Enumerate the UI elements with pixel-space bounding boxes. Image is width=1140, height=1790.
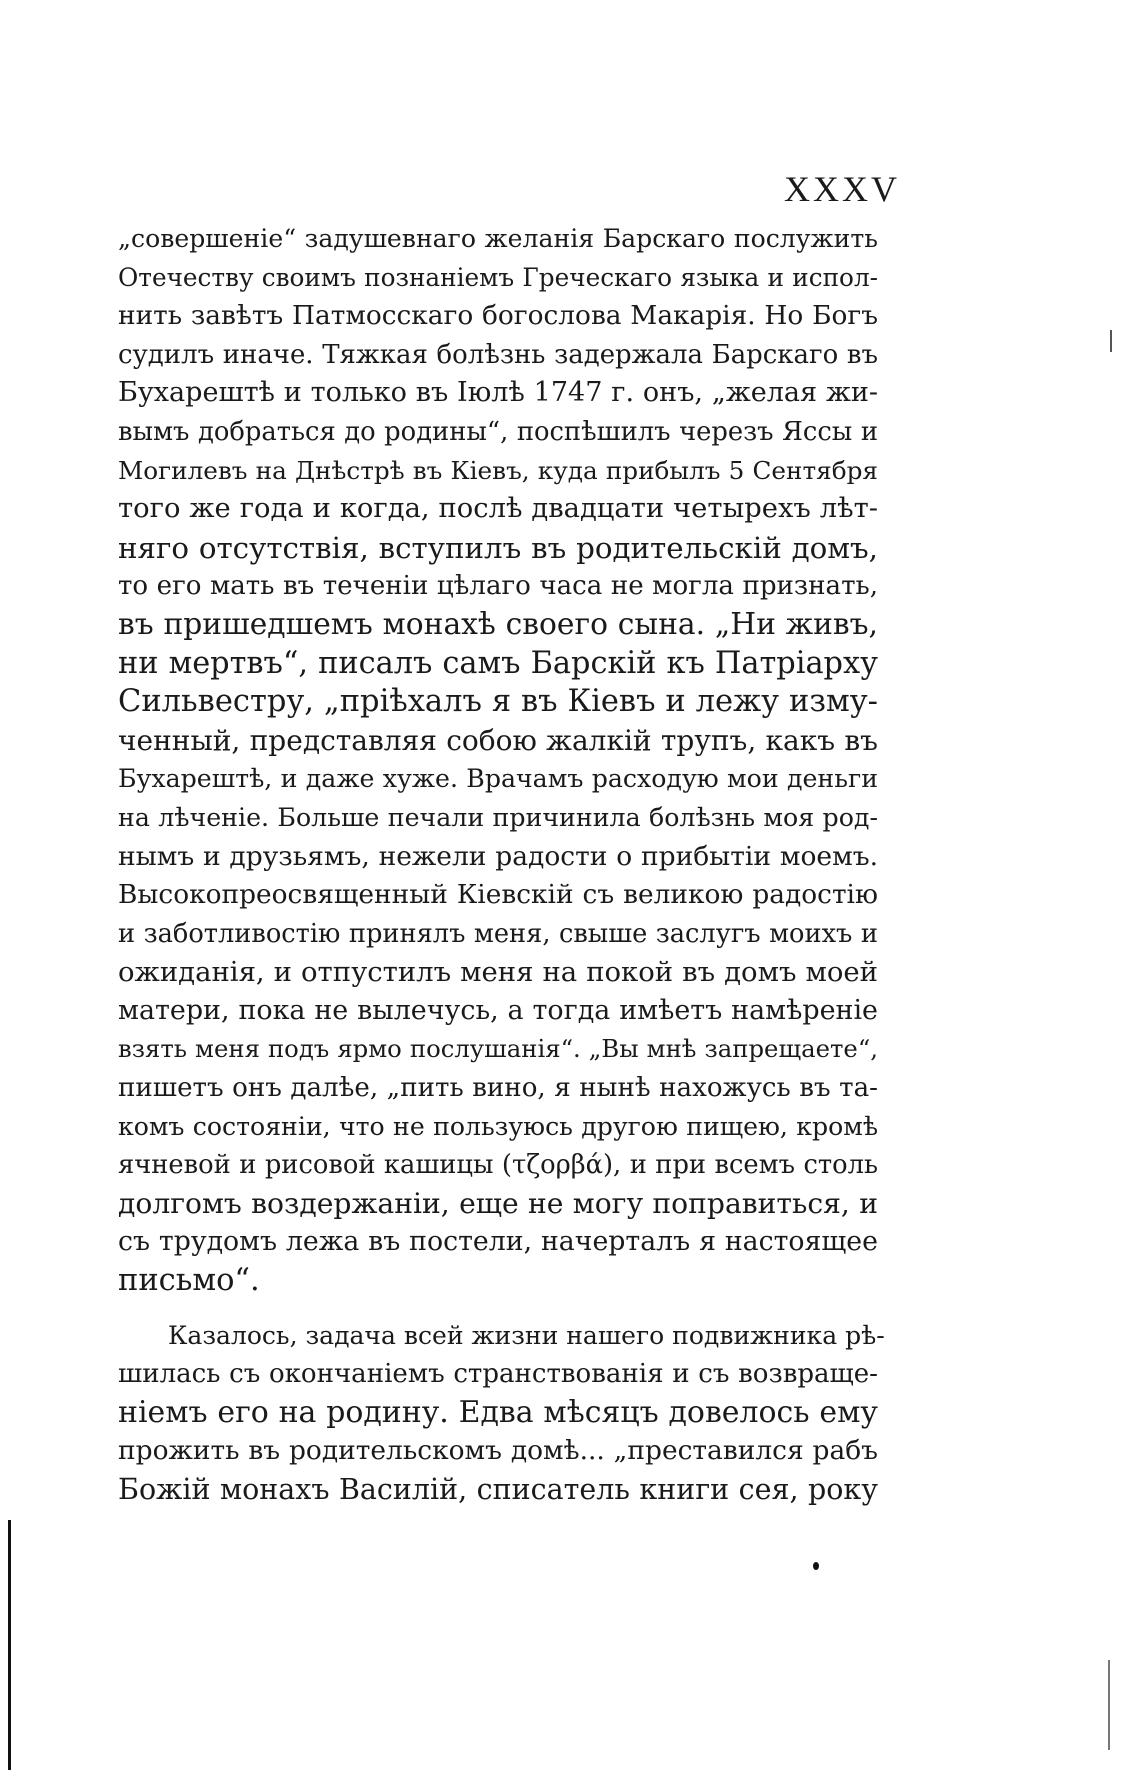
text-line: ожиданія, и отпустилъ меня на покой въ домъ моей	[118, 956, 878, 989]
text-line: съ трудомъ лежа въ постели, начерталъ я настоящее	[118, 1226, 878, 1258]
paragraph-gap	[118, 1301, 878, 1317]
ink-dot	[813, 1562, 819, 1570]
text-line: нымъ и друзьямъ, нежели радости о прибытіи моемъ.	[118, 840, 878, 872]
text-line: шилась съ окончаніемъ странствованія и съ возвраще-	[118, 1359, 878, 1390]
text-line: ячневой и рисовой кашицы (τζορβά), и при всемъ столь	[118, 1150, 878, 1181]
text-line: того же года и когда, послѣ двадцати четырехъ лѣт-	[118, 493, 878, 525]
text-line: Божій монахъ Василій, списатель книги сея, року	[118, 1473, 878, 1506]
text-line: письмо“.	[118, 1263, 260, 1299]
text-line: „совершеніе“ задушевнаго желанія Барскаго послужить	[118, 224, 878, 253]
text-line: Бухарештѣ, и даже хуже. Врачамъ расходую мои деньги	[118, 764, 878, 794]
text-line: взять меня подъ ярмо послушанія“. „Вы мнѣ запрещаете“,	[118, 1034, 878, 1064]
text-line: прожить въ родительскомъ домѣ... „преставился рабъ	[118, 1435, 878, 1467]
text-line: ченный, представляя собою жалкій трупъ, какъ въ	[118, 723, 878, 757]
text-line: то его мать въ теченіи цѣлаго часа не могла признать,	[118, 571, 878, 602]
text-line: и заботливостію принялъ меня, свыше заслугъ моихъ и	[118, 918, 878, 949]
text-line: судилъ иначе. Тяжкая болѣзнь задержала Барскаго въ	[118, 339, 878, 370]
scan-edge-mark	[1110, 330, 1112, 352]
text-line: матери, пока не вылечусь, а тогда имѣетъ намѣреніе	[118, 994, 878, 1026]
text-line: долгомъ воздержаніи, еще не могу поправиться, и	[118, 1186, 878, 1220]
text-line: комъ состояніи, что не пользуюсь другою пищею, кромѣ	[118, 1111, 878, 1141]
text-line: Сильвестру, „пріѣхалъ я въ Кіевъ и лежу изму-	[118, 684, 878, 720]
scan-edge-mark	[8, 1520, 11, 1770]
text-line: Могилевъ на Днѣстрѣ въ Кіевъ, куда прибылъ 5 Сентября	[118, 455, 878, 485]
text-line: вымъ добраться до родины“, поспѣшилъ черезъ Яссы и	[118, 416, 878, 447]
text-line: пишетъ онъ далѣе, „пить вино, я нынѣ нахожусь въ та-	[118, 1073, 878, 1104]
text-line: Бухарештѣ и только въ Іюлѣ 1747 г. онъ, „желая жи-	[118, 377, 878, 409]
text-line: нить завѣтъ Патмосскаго богослова Макарія. Но Богъ	[118, 300, 878, 332]
paragraph-1	[118, 220, 878, 1301]
paragraph-2	[118, 1317, 885, 1510]
text-line: на лѣченіе. Больше печали причинила болѣзнь моя род-	[118, 802, 878, 832]
text-line: Высокопреосвященный Кіевскій съ великою радостію	[118, 879, 878, 911]
scan-edge-mark	[1108, 1660, 1110, 1750]
text-line: ніемъ его на родину. Едва мѣсяцъ довелось ему	[118, 1394, 878, 1430]
text-line: Казалось, задача всей жизни нашего подвижника рѣ-	[168, 1320, 885, 1350]
text-line: въ пришедшемъ монахѣ своего сына. „Ни живъ,	[118, 606, 878, 642]
text-line: Отечеству своимъ познаніемъ Греческаго языка и испол-	[118, 262, 878, 292]
text-line: ни мертвъ“, писалъ самъ Барскій къ Патріарху	[118, 645, 878, 681]
page-number: XXXV	[784, 169, 900, 209]
body-text	[118, 220, 885, 1510]
text-line: няго отсутствія, вступилъ въ родительскій домъ,	[118, 530, 878, 565]
